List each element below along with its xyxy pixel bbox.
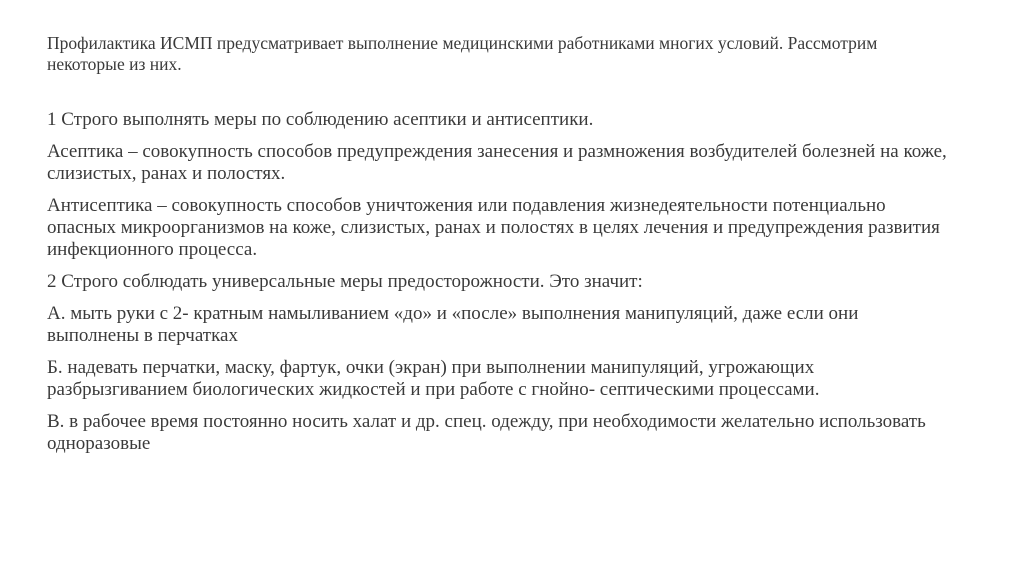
- asepsis-definition: Асептика – совокупность способов предупреждения занесения и размножения возбудителей болезней на коже, слизистых, ранах и полостях.: [47, 141, 947, 184]
- measure-item-a: А. мыть руки с 2- кратным намыливанием «до» и «после» выполнения манипуляций, даже если они выполнены в перчатках: [47, 303, 859, 346]
- measure-item-b: Б. надевать перчатки, маску, фартук, очки (экран) при выполнении манипуляций, угрожающих разбрызгиванием биологических жидкостей и при работе с гнойно- септическими процессами.: [47, 357, 820, 400]
- measure-2-heading: 2 Строго соблюдать универсальные меры предосторожности. Это значит:: [47, 271, 643, 292]
- antisepsis-definition: Антисептика – совокупность способов уничтожения или подавления жизнедеятельности потенциально опасных микроорганизмов на коже, слизистых, ранах и полостях в целях лечения и предупреждения развития инфекционного процесса.: [47, 195, 940, 260]
- measure-1-heading: 1 Строго выполнять меры по соблюдению асептики и антисептики.: [47, 109, 594, 130]
- measure-item-v: В. в рабочее время постоянно носить халат и др. спец. одежду, при необходимости желательно использовать одноразовые: [47, 411, 926, 454]
- slide-content: [47, 33, 947, 465]
- measures-list: [47, 109, 947, 455]
- intro-paragraph: Профилактика ИСМП предусматривает выполнение медицинскими работниками многих условий. Рассмотрим некоторые из них.: [47, 33, 878, 74]
